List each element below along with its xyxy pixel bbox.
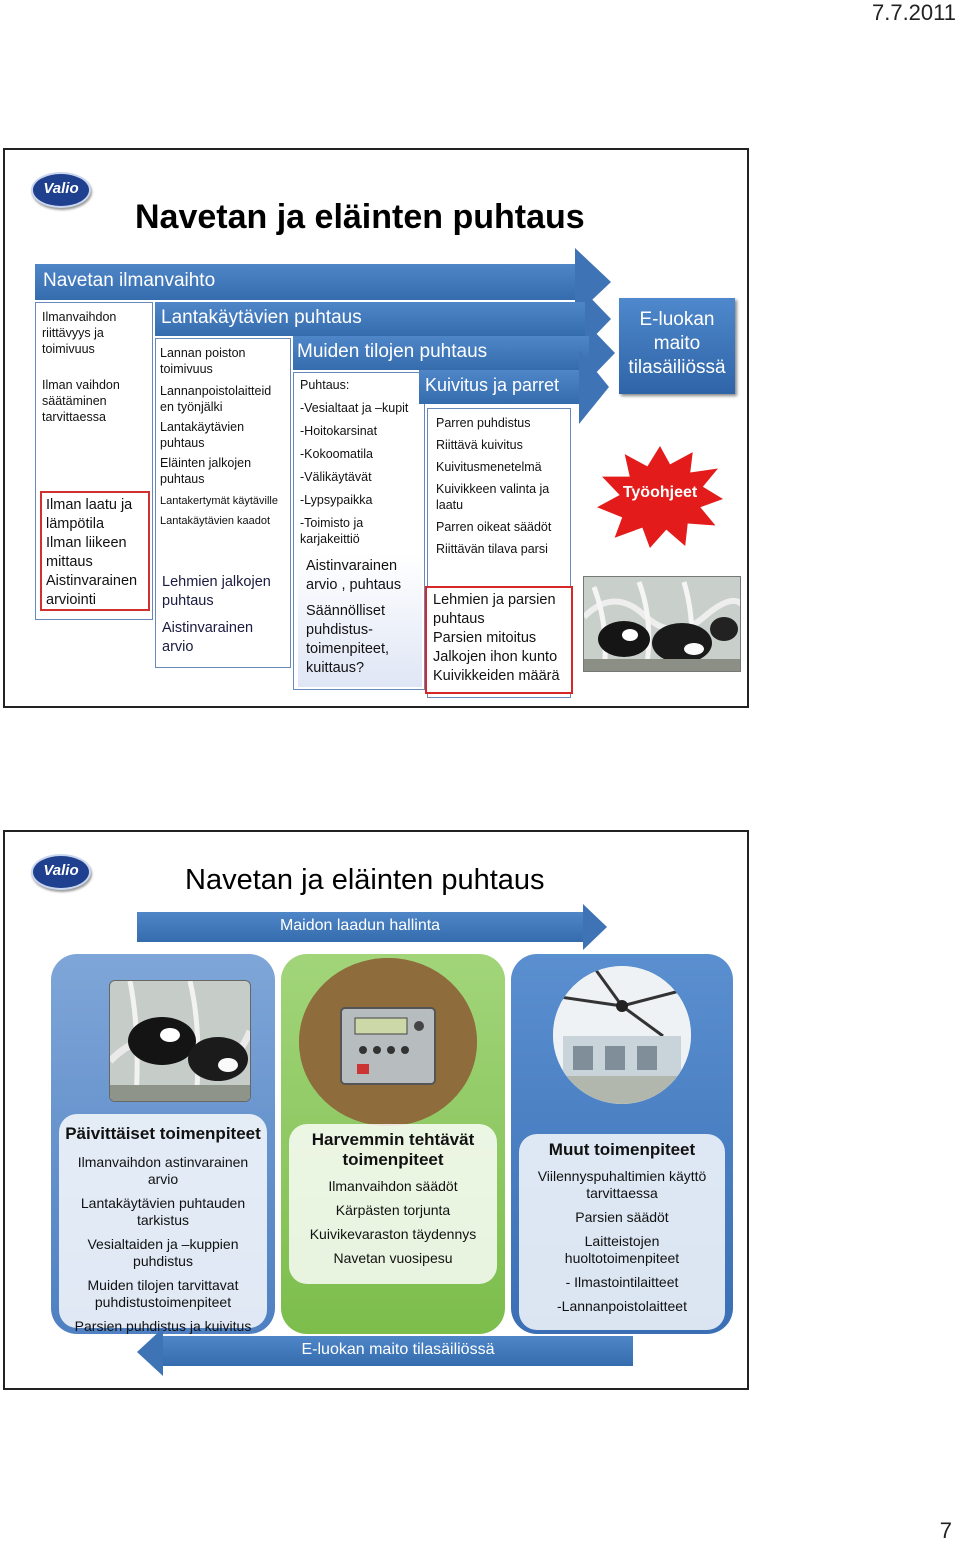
valio-logo-2: Valio [31,854,91,890]
card-daily-line: arvio [147,1171,179,1187]
card-daily-line: puhdistustoimenpiteet [94,1294,232,1310]
card-other-line: Parsien säädöt [575,1209,669,1225]
arrow-ilmanvaihto [35,264,575,300]
fan-illustration [553,966,691,1104]
arrow-kuivitus [419,370,579,404]
page-number: 7 [939,1518,952,1543]
valio-logo: Valio [31,172,91,208]
arrow-muut-tilat-label: Muiden tilojen puhtaus [297,341,488,362]
c1-red-line: mittaus [46,554,93,570]
card-other [511,954,733,1334]
card-daily-line: tarkistus [136,1212,190,1228]
e-luokan-line: tilasäiliössä [628,357,726,378]
cow-photo-daily-illustration [110,981,250,1101]
c1-line: Ilman vaihdon [42,378,120,392]
c2-bottom-line: Lehmien jalkojen [162,574,271,590]
arrow-lantakaytavat [155,302,585,336]
c1-line: tarvittaessa [42,410,106,424]
c4-bottom-line: Parsien mitoitus [433,630,537,646]
card-daily-line: Muiden tilojen tarvittavat [87,1277,239,1293]
column-muut-tilat [293,372,425,690]
c4-item: Riittävä kuivitus [436,438,523,452]
slide-2 [3,830,749,1390]
card-other-line: Viilennyspuhaltimien käyttö [537,1168,707,1184]
c1-line: toimivuus [42,342,95,356]
card-daily-line: puhdistus [133,1253,193,1269]
cow-stall-illustration [584,577,740,671]
c3-bottom-line: Säännölliset [306,603,385,619]
e-luokan-box [619,298,735,394]
c2-item: Eläinten jalkojen puhtaus [160,456,252,486]
c1-red-line: Aistinvarainen [46,573,138,589]
card-other-line: -Lannanpoistolaitteet [557,1298,687,1314]
ilmanvaihto-assessment-box [40,491,150,611]
card-daily [51,954,275,1334]
card-less-frequent-line: Ilmanvaihdon säädöt [328,1178,458,1194]
arrow-maidon-laatu [137,912,583,942]
c2-item: Lantakäytävien puhtaus [160,420,245,450]
c4-bottom-line: Kuivikkeiden määrä [433,668,560,684]
slide-1 [3,148,749,708]
c4-bottom-line: Lehmien ja parsien [433,592,556,608]
arrow-kuivitus-head [579,350,609,424]
arrow-maidon-laatu-label: Maidon laadun hallinta [279,917,441,934]
c4-item: laatu [436,498,464,512]
c3-item: -Hoitokarsinat [300,424,378,438]
c3-bottom-line: Aistinvarainen [306,558,398,574]
card-daily-line: Ilmanvaihdon astinvarainen [77,1154,249,1170]
c1-red-line: arviointi [46,592,96,608]
cow-stall-photo [583,576,741,672]
c2-bottom-line: Aistinvarainen [162,620,254,636]
fan-photo [553,966,691,1104]
card-daily-text [59,1114,267,1334]
c3-bottom-line: puhdistus- [306,622,373,638]
arrow-kuivitus-label: Kuivitus ja parret [425,375,560,395]
arrow-ilmanvaihto-label: Navetan ilmanvaihto [43,270,216,291]
slide-2-title: Navetan ja eläinten puhtaus [185,864,545,896]
slide-1-title: Navetan ja eläinten puhtaus [135,198,585,236]
card-other-line: - Ilmastointilaitteet [565,1274,679,1290]
controller-photo [299,958,477,1126]
c4-item: Riittävän tilava parsi [436,542,548,556]
column-lantakaytavat [155,338,291,668]
c3-item: -Vesialtaat ja –kupit [300,401,409,415]
c3-bottom-line: arvio , puhtaus [306,577,402,593]
card-daily-line: Parsien puhdistus ja kuivitus [74,1318,252,1334]
c3-bottom [298,555,422,687]
arrow-e-luokan-head [137,1328,163,1376]
c1-line: riittävyys ja [42,326,104,340]
card-other-text [519,1134,725,1330]
card-daily-line: Lantakäytävien puhtauden [80,1195,246,1211]
column-ilmanvaihto [35,302,153,620]
c4-item: Parren oikeat säädöt [436,520,552,534]
card-less-frequent-text [289,1124,497,1284]
arrow-lantakaytavat-label: Lantakäytävien puhtaus [161,307,362,328]
c1-red-line: Ilman liikeen [46,535,127,551]
c1-red-line: Ilman laatu ja [46,497,133,513]
c3-item: -Välikäytävät [300,470,372,484]
c2-bottom-line: arvio [162,639,194,655]
c4-bottom-line: Jalkojen ihon kunto [433,649,558,665]
card-other-line: Laitteistojen [584,1233,660,1249]
c2-item: Lannan poiston toimivuus [160,346,246,376]
card-less-frequent-heading: toimenpiteet [342,1150,444,1169]
arrow-e-luokan-label: E-luokan maito tilasäiliössä [301,1341,495,1358]
card-less-frequent-heading: Harvemmin tehtävät [311,1130,475,1149]
card-daily-heading: Päivittäiset toimenpiteet [65,1124,261,1143]
controller-illustration [299,958,477,1126]
arrow-muut-tilat [293,336,589,370]
card-daily-line: Vesialtaiden ja –kuppien [87,1236,239,1252]
c4-item: Parren puhdistus [436,416,531,430]
c2-item: Lannanpoistolaitteid en työnjälki [160,384,272,414]
c2-bottom [162,573,290,657]
card-other-heading: Muut toimenpiteet [548,1140,696,1159]
c2-bottom-line: puhtaus [162,593,214,609]
c4-bottom-line: puhtaus [433,611,485,627]
card-other-line: huoltotoimenpiteet [564,1250,680,1266]
c2-item: Lantakäytävien kaadot [160,515,271,527]
arrow-e-luokan [163,1336,633,1366]
tyoohjeet-label: Työohjeet [622,484,698,501]
c3-item: -Lypsypaikka [300,493,373,507]
c3-item: -Toimisto ja [300,516,364,530]
c1-line: säätäminen [42,394,107,408]
c3-item: Puhtaus: [300,378,350,392]
c3-bottom-line: toimenpiteet, [306,641,390,657]
kuivitus-assessment-box [425,586,573,694]
card-less-frequent-line: Navetan vuosipesu [333,1250,453,1266]
card-less-frequent-line: Kärpästen torjunta [335,1202,451,1218]
e-luokan-line: maito [653,333,701,354]
card-other-line: tarvittaessa [586,1185,658,1201]
c3-bottom-line: kuittaus? [306,660,365,676]
c1-line: Ilmanvaihdon [42,310,117,324]
date-header: 7.7.2011 [871,0,956,25]
e-luokan-line: E-luokan [639,309,715,330]
c3-item: karjakeittiö [300,532,360,546]
c3-item: -Kokoomatila [300,447,373,461]
c4-item: Kuivikkeen valinta ja [436,482,550,496]
c1-red-line: lämpötila [46,516,105,532]
cow-photo-daily [109,980,251,1102]
c4-item: Kuivitusmenetelmä [436,460,542,474]
card-less-frequent-line: Kuivikevaraston täydennys [309,1226,477,1242]
card-less-frequent [281,954,505,1334]
c2-item: Lantakertymät käytäville [160,495,278,507]
arrow-maidon-laatu-head [583,904,607,950]
